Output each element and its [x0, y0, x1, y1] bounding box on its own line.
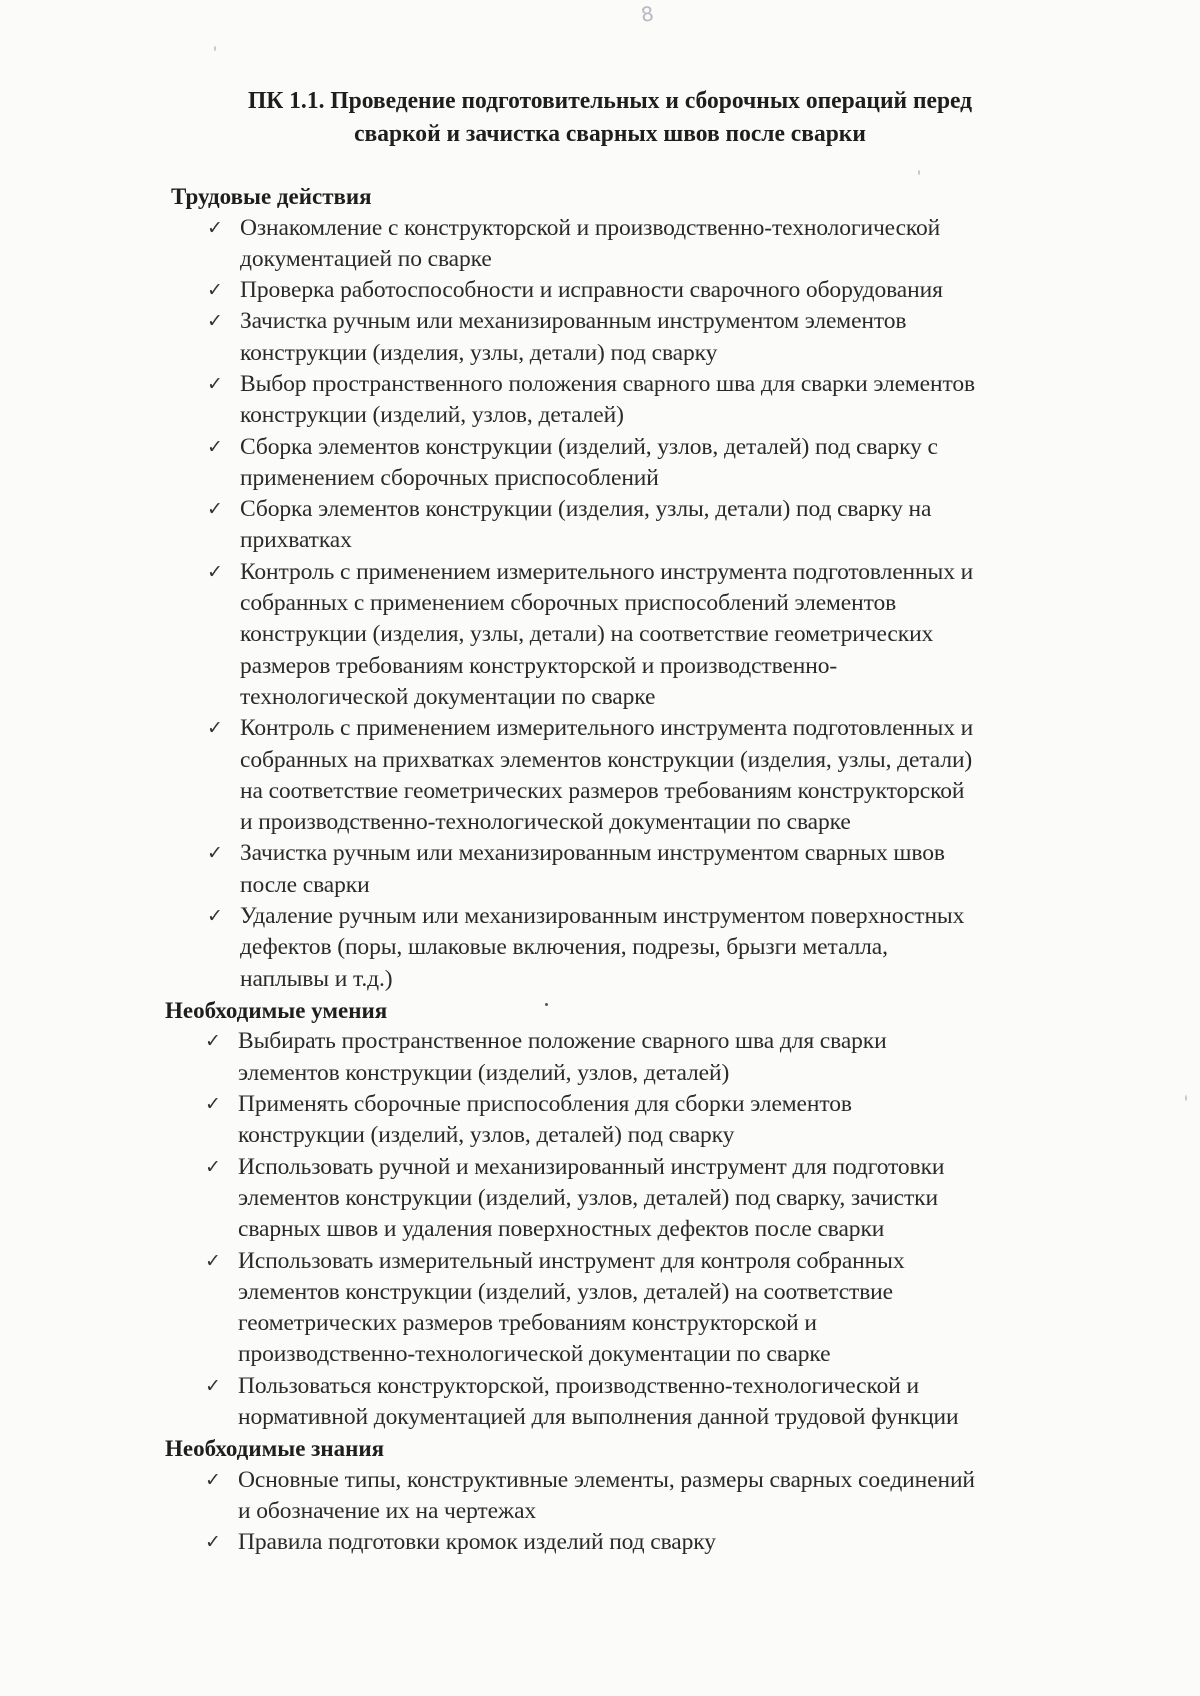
section-required-knowledge: [165, 1433, 1167, 1558]
list-item: [165, 1026, 1167, 1089]
item-text: Применять сборочные приспособления для сборки элементов конструкции (изделий, узлов, деталей) под сварку: [238, 1091, 852, 1149]
checkmark-icon: ✓: [207, 372, 223, 395]
item-text: Правила подготовки кромок изделий под сварку: [238, 1529, 716, 1556]
item-text: Удаление ручным или механизированным инструментом поверхностных дефектов (поры, шлаковые включения, подрезы, брызги металла, наплывы и т.д.): [240, 903, 965, 992]
checkmark-icon: ✓: [207, 279, 223, 302]
item-text: Зачистка ручным или механизированным инструментом элементов конструкции (изделия, узлы, детали) под сварку: [240, 308, 907, 366]
section-heading: Трудовые действия: [171, 184, 372, 209]
item-text: Проверка работоспособности и исправности сварочного оборудования: [240, 277, 943, 304]
item-text: Пользоваться конструкторской, производственно-технологической и нормативной документацией для выполнения данной трудовой функции: [238, 1372, 959, 1430]
checkmark-icon: ✓: [207, 435, 223, 458]
scan-speck: [214, 46, 216, 51]
item-text: Основные типы, конструктивные элементы, размеры сварных соединений и обозначение их на чертежах: [238, 1466, 975, 1525]
checklist: [165, 1026, 1167, 1433]
checkmark-icon: ✓: [205, 1093, 221, 1116]
list-item: [167, 432, 1167, 495]
list-item: [167, 901, 1167, 995]
list-item: [165, 1089, 1167, 1152]
item-text: Сборка элементов конструкции (изделия, узлы, детали) под сварку на прихватках: [240, 496, 932, 554]
section-required-skills: [165, 995, 1167, 1433]
checkmark-icon: ✓: [205, 1374, 221, 1397]
checkmark-icon: ✓: [207, 216, 223, 239]
section-heading: Необходимые умения: [165, 997, 388, 1023]
list-item: [167, 369, 1167, 432]
item-text: Использовать измерительный инструмент для контроля собранных элементов конструкции (изделий, узлов, деталей) на соответствие геометрических размеров требованиям конструкторской и производственно-технологической документации по сварке: [238, 1247, 905, 1368]
document-body: [167, 181, 1167, 1559]
checklist: [167, 213, 1167, 995]
list-item: [167, 275, 1167, 306]
item-text: Сборка элементов конструкции (изделий, узлов, деталей) под сварку с применением сборочных приспособлений: [240, 433, 938, 491]
scan-speck: [918, 170, 920, 175]
list-item: [165, 1465, 1167, 1528]
item-text: Выбор пространственного положения сварного шва для сварки элементов конструкции (изделий, узлов, деталей): [240, 370, 975, 429]
checkmark-icon: ✓: [205, 1030, 221, 1053]
scan-speck: [1185, 1095, 1187, 1101]
list-item: [167, 713, 1167, 838]
section-heading: Необходимые знания: [165, 1436, 385, 1462]
item-text: Использовать ручной и механизированный инструмент для подготовки элементов конструкции (изделий, узлов, деталей) под сварку, зачистки сварных швов и удаления поверхностных дефектов после сварки: [238, 1153, 945, 1243]
list-item: [165, 1152, 1167, 1246]
item-text: Выбирать пространственное положение сварного шва для сварки элементов конструкции (изделий, узлов, деталей): [238, 1028, 887, 1086]
list-item: [165, 1371, 1167, 1434]
section-labor-actions: [167, 181, 1167, 995]
checkmark-icon: ✓: [207, 842, 223, 865]
list-item: [167, 494, 1167, 557]
list-item: [167, 306, 1167, 369]
item-text: Ознакомление с конструкторской и производственно-технологической документацией по сварке: [240, 214, 941, 272]
list-item: [167, 557, 1167, 713]
document-title: ПК 1.1. Проведение подготовительных и сборочных операций перед сваркой и зачистка сварных швов после сварки: [247, 87, 973, 147]
list-item: [167, 213, 1167, 276]
list-item: [165, 1527, 1167, 1558]
checkmark-icon: ✓: [205, 1531, 221, 1554]
handwritten-page-number: 8: [639, 1, 656, 27]
checkmark-icon: ✓: [207, 905, 223, 928]
item-text: Контроль с применением измерительного инструмента подготовленных и собранных на прихватках элементов конструкции (изделия, узлы, детали) на соответствие геометрических размеров требованиям конструкторской и производственно-технологической документации по сварке: [240, 715, 974, 836]
checkmark-icon: ✓: [205, 1468, 221, 1491]
checkmark-icon: ✓: [205, 1249, 221, 1272]
list-item: [165, 1246, 1167, 1371]
item-text: Контроль с применением измерительного инструмента подготовленных и собранных с применением сборочных приспособлений элементов конструкции (изделия, узлы, детали) на соответствие геометрических размеров требованиям конструкторской и производственно- технологической документации по сварке: [240, 558, 974, 710]
item-text: Зачистка ручным или механизированным инструментом сварных швов после сварки: [240, 840, 945, 898]
checkmark-icon: ✓: [205, 1155, 221, 1178]
checkmark-icon: ✓: [207, 310, 223, 333]
checkmark-icon: ✓: [207, 717, 223, 740]
checkmark-icon: ✓: [207, 498, 223, 521]
list-item: [167, 838, 1167, 901]
checkmark-icon: ✓: [207, 560, 223, 583]
checklist: [165, 1465, 1167, 1559]
